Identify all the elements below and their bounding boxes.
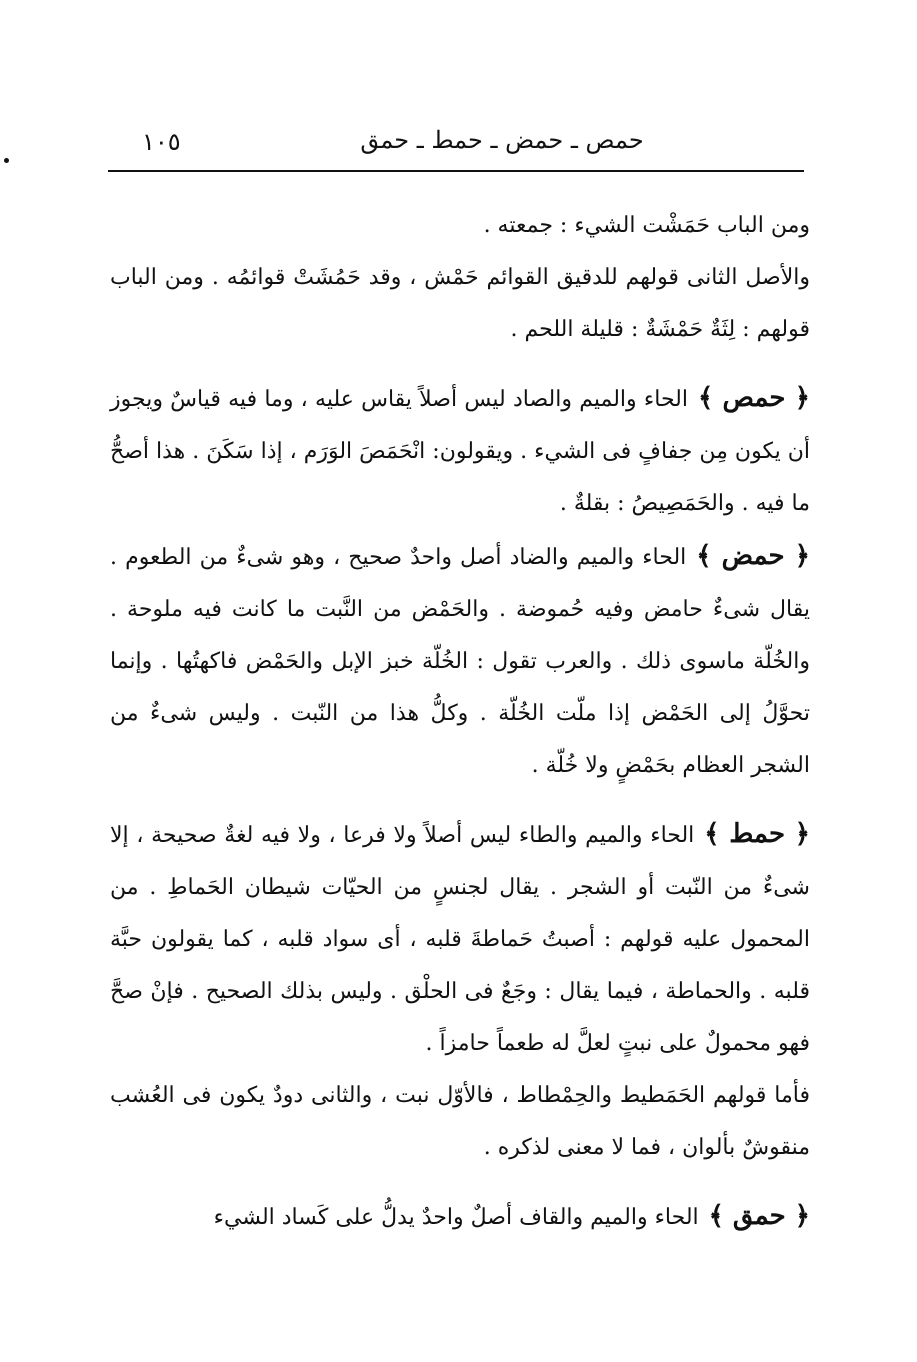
entry-paragraph bbox=[110, 1190, 810, 1244]
entry-headword: ﴿ حمط ﴾ bbox=[704, 819, 811, 849]
paragraph-text: الحاء والميم والصاد ليس أصلاً يقاس عليه ، وما فيه قياسٌ ويجوز أن يكون مِن جفافٍ فى الشيء . ويقولون: انْحَمَصَ الوَرَم ، إذا سَكَنَ . هذا أصحُّ ما فيه . والحَمَصِيصُ : بقلةٌ . bbox=[110, 387, 810, 516]
paragraph-text: الحاء والميم والضاد أصل واحدٌ صحيح ، وهو شىءٌ من الطعوم . يقال شىءٌ حامض وفيه حُموضة . والحَمْض من النَّبت ما كانت فيه ملوحة . والخُلّة ماسوى ذلك . والعرب تقول : الخُلّة خبز الإبل والحَمْض فاكهتُها . وإنما تحوَّلُ إلى الحَمْض إذا ملّت الخُلّة . وكلُّ هذا من النّبت . وليس شىءٌ من الشجر العظام بحَمْضٍ ولا خُلّة . bbox=[110, 545, 810, 778]
paragraph bbox=[110, 252, 810, 356]
entry-headword: ﴿ حمض ﴾ bbox=[696, 541, 810, 571]
page-number: ١٠٥ bbox=[142, 128, 181, 156]
entry-paragraph bbox=[110, 808, 810, 1070]
margin-dot bbox=[4, 158, 9, 163]
running-title: حمص ـ حمض ـ حمط ـ حمق bbox=[360, 126, 644, 154]
paragraph bbox=[110, 1070, 810, 1174]
entry-paragraph bbox=[110, 530, 810, 792]
entry-headword: ﴿ حمص ﴾ bbox=[697, 383, 810, 413]
page-body bbox=[110, 200, 810, 1244]
paragraph-text: الحاء والميم والطاء ليس أصلاً ولا فرعا ، ولا فيه لغةٌ صحيحة ، إلا شىءٌ من النّبت أو الشجر . يقال لجنسٍ من الحيّات شيطان الحَماطِ . من المحمول عليه قولهم : أصبتُ حَماطةَ قلبه ، أى سواد قلبه ، كما يقولون حبَّة قلبه . والحماطة ، فيما يقال : وجَعٌ فى الحلْق . وليس بذلك الصحيح . فإنْ صحَّ فهو محمولٌ على نبتٍ لعلَّ له طعماً حامزاً . bbox=[110, 823, 810, 1056]
entry-paragraph bbox=[110, 372, 810, 530]
page-header bbox=[112, 120, 802, 168]
entry-headword: ﴿ حمق ﴾ bbox=[708, 1201, 810, 1231]
paragraph-text: الحاء والميم والقاف أصلٌ واحدٌ يدلُّ على كَساد الشيء bbox=[213, 1205, 699, 1230]
paragraph-text: ومن الباب حَمَشْت الشيء : جمعته . bbox=[483, 213, 810, 238]
header-rule bbox=[108, 170, 804, 172]
paragraph bbox=[110, 200, 810, 252]
paragraph-text: فأما قولهم الحَمَطيط والحِمْطاط ، فالأوّل نبت ، والثانى دودٌ يكون فى العُشب منقوشٌ بألوان ، فما لا معنى لذكره . bbox=[110, 1083, 810, 1160]
paragraph-text: والأصل الثانى قولهم للدقيق القوائم حَمْش ، وقد حَمُشَتْ قوائمُه . ومن الباب قولهم : لِثَةٌ حَمْشَةٌ : قليلة اللحم . bbox=[110, 265, 810, 342]
